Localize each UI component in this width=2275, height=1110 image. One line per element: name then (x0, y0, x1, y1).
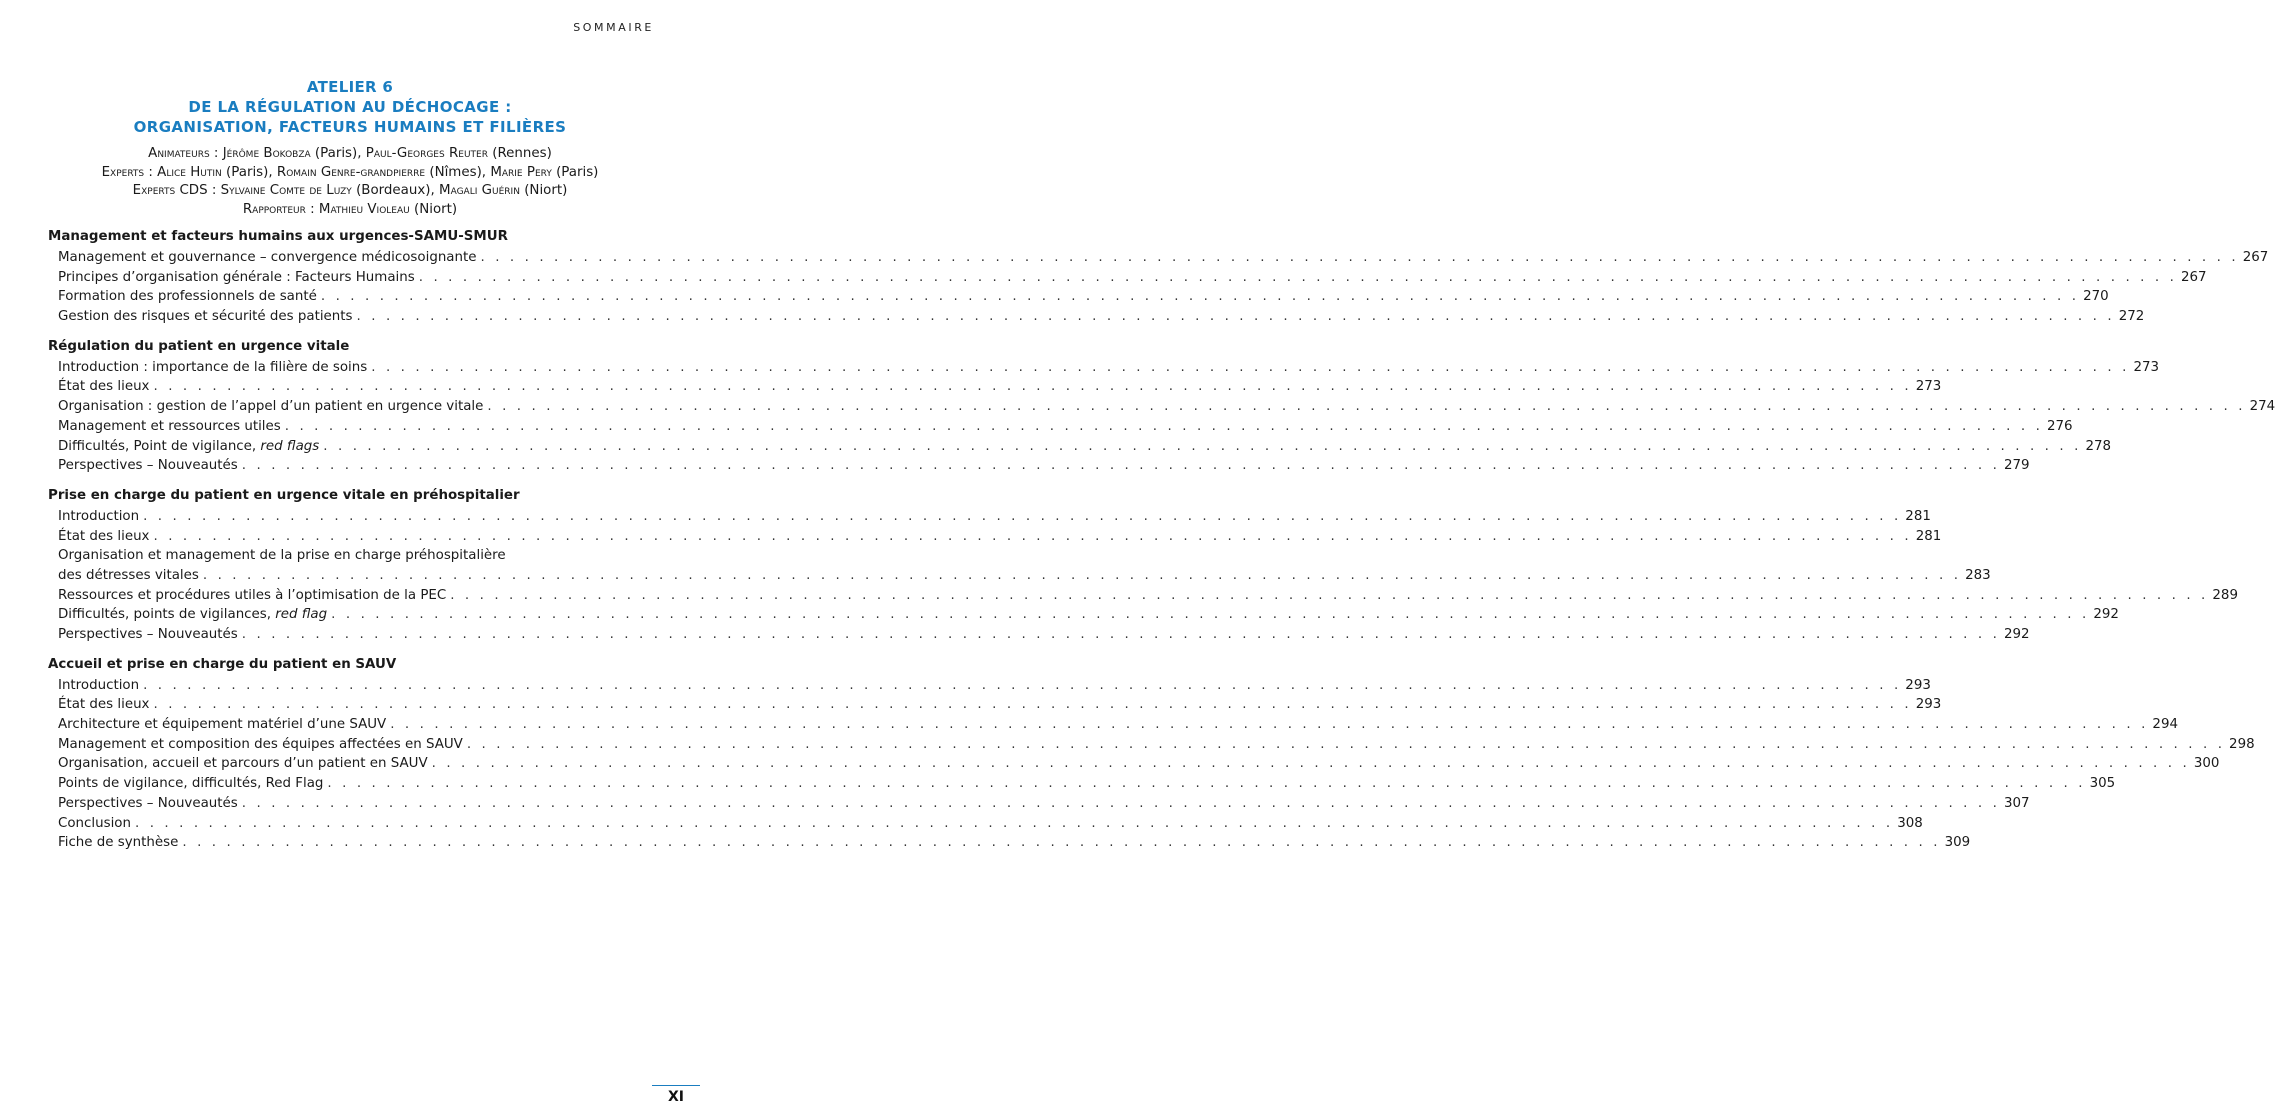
toc-entry-label: Organisation et management de la prise en charge préhospitalière (58, 548, 506, 564)
toc-entry[interactable] (48, 268, 2207, 288)
toc-entry-label (58, 507, 139, 527)
toc-entry[interactable] (48, 774, 2116, 794)
dot-leader: . . . . . . . . . . . . . . . . . . . . . . . . . . . . . . . . . . . . . . . . . . . . . . . . . . . . . . . . . . . . . . . . . . . . . . . . . . . . . . . . . . . . . . . . . . . . . . . . . . . . . . . . . . . . . . . . . . . . . . . . (323, 438, 2082, 454)
toc-page-number: 293 (1915, 697, 1942, 713)
dot-leader: . . . . . . . . . . . . . . . . . . . . . . . . . . . . . . . . . . . . . . . . . . . . . . . . . . . . . . . . . . . . . . . . . . . . . . . . . . . . . . . . . . . . . . . . . . . . . . . . . . . . . . . . . . . . . . . . . . . . . . . . (356, 309, 2115, 325)
toc-entry-label (58, 417, 281, 437)
toc-section-title: Management et facteurs humains aux urgences-SAMU-SMUR (48, 229, 508, 244)
toc-entry-label (58, 794, 238, 814)
toc-entry-label (58, 287, 317, 307)
toc-entry[interactable] (48, 586, 2238, 606)
toc-entry-text: État des lieux (58, 528, 150, 544)
credits-experts-cds: Experts CDS : Sylvaine Comte de Luzy (Bordeaux), Magali Guérin (Niort) (132, 183, 568, 198)
atelier-title-line1: DE LA RÉGULATION AU DÉCHOCAGE : (188, 98, 512, 116)
atelier-title-line2: ORGANISATION, FACTEURS HUMAINS ET FILIÈRES (133, 118, 567, 136)
toc-entry-label (58, 676, 139, 696)
person-city: (Bordeaux) (356, 183, 431, 198)
person-name: Sylvaine Comte de Luzy (220, 183, 352, 198)
dot-leader: . . . . . . . . . . . . . . . . . . . . . . . . . . . . . . . . . . . . . . . . . . . . . . . . . . . . . . . . . . . . . . . . . . . . . . . . . . . . . . . . . . . . . . . . . . . . . . . . . . . . . . . . . . . . . . . . . . . . . . . . (320, 289, 2080, 305)
toc-page-number: 279 (2003, 458, 2030, 474)
toc-entry-text: des détresses vitales (58, 567, 199, 583)
toc-entry-label (58, 715, 386, 735)
experts-label: Experts (101, 164, 145, 180)
toc-entry-text: Formation des professionnels de santé (58, 289, 317, 305)
person-name: Alice Hutin (157, 164, 222, 180)
toc-entry-text: Management et composition des équipes affectées en SAUV (58, 736, 463, 752)
toc-entry-text: Management et ressources utiles (58, 418, 281, 434)
dot-leader: . . . . . . . . . . . . . . . . . . . . . . . . . . . . . . . . . . . . . . . . . . . . . . . . . . . . . . . . . . . . . . . . . . . . . . . . . . . . . . . . . . . . . . . . . . . . . . . . . . . . . . . . . . . . . . . . . . . . . . . . (153, 379, 1912, 395)
toc-page-number: 294 (2152, 717, 2178, 733)
toc-entry-text: Difficultés, points de vigilances, (58, 607, 276, 623)
toc-page-number: 300 (2193, 756, 2220, 772)
dot-leader: . . . . . . . . . . . . . . . . . . . . . . . . . . . . . . . . . . . . . . . . . . . . . . . . . . . . . . . . . . . . . . . . . . . . . . . . . . . . . . . . . . . . . . . . . . . . . . . . . . . . . . . . . . . . . . . . . . . . . . . . (134, 815, 1894, 831)
toc-entry[interactable] (48, 695, 1942, 715)
toc-entry[interactable] (48, 605, 2119, 625)
dot-leader: . . . . . . . . . . . . . . . . . . . . . . . . . . . . . . . . . . . . . . . . . . . . . . . . . . . . . . . . . . . . . . . . . . . . . . . . . . . . . . . . . . . . . . . . . . . . . . . . . . . . . . . . . . . . . . . . . . . . . . . . (466, 736, 2226, 752)
toc-page-number: 278 (2085, 438, 2112, 454)
person-name: Magali Guérin (439, 183, 520, 198)
toc-page-number: 274 (2249, 399, 2275, 415)
toc-entry[interactable] (48, 248, 2269, 268)
toc-entry-text: Introduction (58, 677, 140, 693)
dot-leader: . . . . . . . . . . . . . . . . . . . . . . . . . . . . . . . . . . . . . . . . . . . . . . . . . . . . . . . . . . . . . . . . . . . . . . . . . . . . . . . . . . . . . . . . . . . . . . . . . . . . . . . . . . . . . . . . . . . . . . . . (480, 250, 2239, 265)
toc-entry-text: Architecture et équipement matériel d’une SAUV (58, 717, 387, 733)
dot-leader: . . . . . . . . . . . . . . . . . . . . . . . . . . . . . . . . . . . . . . . . . . . . . . . . . . . . . . . . . . . . . . . . . . . . . . . . . . . . . . . . . . . . . . . . . . . . . . . . . . . . . . . . . . . . . . . . . . . . . . . . (202, 567, 1962, 583)
toc-entry-italic: red flag (275, 607, 328, 623)
toc-entry[interactable] (48, 754, 2220, 774)
dot-leader: . . . . . . . . . . . . . . . . . . . . . . . . . . . . . . . . . . . . . . . . . . . . . . . . . . . . . . . . . . . . . . . . . . . . . . . . . . . . . . . . . . . . . . . . . . . . . . . . . . . . . . . . . . . . . . . . . . . . . . . . (143, 508, 1902, 524)
toc-entry-label (58, 814, 131, 834)
toc-entry-italic: red flags (260, 438, 320, 454)
toc-entry-text: Perspectives – Nouveautés (58, 458, 238, 474)
toc-entry-text: Introduction : importance de la filière de soins (58, 359, 368, 375)
person-city: (Nîmes) (429, 164, 482, 180)
toc-section (48, 336, 2275, 476)
toc-page-number: 308 (1897, 815, 1923, 831)
toc-page-number: 292 (2093, 607, 2119, 623)
atelier-number: ATELIER 6 (306, 78, 394, 96)
toc-page-number: 292 (2003, 627, 2030, 642)
toc-entry[interactable] (48, 307, 2145, 327)
dot-leader: . . . . . . . . . . . . . . . . . . . . . . . . . . . . . . . . . . . . . . . . . . . . . . . . . . . . . . . . . . . . . . . . . . . . . . . . . . . . . . . . . . . . . . . . . . . . . . . . . . . . . . . . . . . . . . . . . . . . . . . . (241, 458, 2000, 474)
toc-entry[interactable] (48, 287, 2109, 307)
dot-leader: . . . . . . . . . . . . . . . . . . . . . . . . . . . . . . . . . . . . . . . . . . . . . . . . . . . . . . . . . . . . . . . . . . . . . . . . . . . . . . . . . . . . . . . . . . . . . . . . . . . . . . . . . . . . . . . . . . . . . . . . (284, 418, 2043, 434)
toc-entry[interactable] (48, 833, 1971, 853)
dot-leader: . . . . . . . . . . . . . . . . . . . . . . . . . . . . . . . . . . . . . . . . . . . . . . . . . . . . . . . . . . . . . . . . . . . . . . . . . . . . . . . . . . . . . . . . . . . . . . . . . . . . . . . . . . . . . . . . . . . . . . . . (390, 717, 2149, 733)
toc-entry-text: Gestion des risques et sécurité des patients (58, 309, 353, 325)
toc-entry-text: Organisation : gestion de l’appel d’un patient en urgence vitale (58, 399, 484, 415)
person-name: Paul-Georges Reuter (365, 146, 488, 161)
toc-page-number: 272 (2118, 309, 2145, 325)
toc-section-title: Accueil et prise en charge du patient en SAUV (48, 656, 397, 672)
table-of-contents (48, 226, 2275, 862)
toc-entry-label (58, 774, 323, 794)
toc-page-number: 289 (2212, 587, 2238, 603)
toc-entry[interactable] (48, 814, 1923, 834)
dot-leader: . . . . . . . . . . . . . . . . . . . . . . . . . . . . . . . . . . . . . . . . . . . . . . . . . . . . . . . . . . . . . . . . . . . . . . . . . . . . . . . . . . . . . . . . . . . . . . . . . . . . . . . . . . . . . . . . . . . . . . . . (371, 359, 2130, 375)
experts-cds-label: Experts CDS (132, 183, 208, 198)
toc-entry-label (58, 833, 178, 853)
toc-section (48, 654, 2255, 853)
person-city: (Paris) (226, 164, 269, 180)
toc-entry[interactable] (48, 377, 1942, 397)
toc-entry[interactable] (48, 358, 2159, 378)
dot-leader: . . . . . . . . . . . . . . . . . . . . . . . . . . . . . . . . . . . . . . . . . . . . . . . . . . . . . . . . . . . . . . . . . . . . . . . . . . . . . . . . . . . . . . . . . . . . . . . . . . . . . . . . . . . . . . . . . . . . . . . . (418, 269, 2177, 285)
toc-entry-text: Perspectives – Nouveautés (58, 795, 238, 811)
dot-leader: . . . . . . . . . . . . . . . . . . . . . . . . . . . . . . . . . . . . . . . . . . . . . . . . . . . . . . . . . . . . . . . . . . . . . . . . . . . . . . . . . . . . . . . . . . . . . . . . . . . . . . . . . . . . . . . . . . . . . . . . (450, 587, 2209, 603)
toc-entry-label (58, 307, 353, 327)
toc-entry[interactable] (48, 676, 1931, 696)
toc-section-title: Régulation du patient en urgence vitale (48, 338, 350, 354)
toc-entry-text: État des lieux (58, 379, 150, 395)
person-city: (Paris) (556, 164, 599, 180)
toc-page-number: 273 (2133, 359, 2159, 375)
credits-block (0, 145, 700, 219)
dot-leader: . . . . . . . . . . . . . . . . . . . . . . . . . . . . . . . . . . . . . . . . . . . . . . . . . . . . . . . . . . . . . . . . . . . . . . . . . . . . . . . . . . . . . . . . . . . . . . . . . . . . . . . . . . . . . . . . . . . . . . . . (327, 776, 2086, 792)
atelier-heading (0, 77, 700, 137)
running-header: SOMMAIRE (573, 21, 654, 34)
toc-entry[interactable] (48, 625, 2030, 645)
toc-entry-text: Management et gouvernance – convergence médicosoignante (58, 250, 477, 265)
page-folio: XI (667, 1089, 684, 1105)
toc-page-number: 309 (1944, 835, 1971, 851)
toc-entry-text: Fiche de synthèse (58, 835, 179, 851)
dot-leader: . . . . . . . . . . . . . . . . . . . . . . . . . . . . . . . . . . . . . . . . . . . . . . . . . . . . . . . . . . . . . . . . . . . . . . . . . . . . . . . . . . . . . . . . . . . . . . . . . . . . . . . . . . . . . . . . . . . . . . . . (182, 835, 1941, 851)
toc-entry-text: Principes d’organisation générale : Facteurs Humains (58, 269, 415, 285)
toc-entry-text: Perspectives – Nouveautés (58, 627, 238, 642)
toc-entry-label (58, 735, 463, 755)
dot-leader: . . . . . . . . . . . . . . . . . . . . . . . . . . . . . . . . . . . . . . . . . . . . . . . . . . . . . . . . . . . . . . . . . . . . . . . . . . . . . . . . . . . . . . . . . . . . . . . . . . . . . . . . . . . . . . . . . . . . . . . . (241, 795, 2000, 811)
toc-entry-text: État des lieux (58, 697, 150, 713)
toc-entry[interactable] (48, 417, 2073, 437)
toc-page-number: 305 (2089, 776, 2116, 792)
toc-entry-text: Difficultés, Point de vigilance, (58, 438, 261, 454)
person-name: Jérôme Bokobza (222, 146, 311, 161)
toc-page-number: 267 (2242, 250, 2269, 265)
toc-entry-label (58, 605, 327, 625)
toc-entry-label (58, 695, 150, 715)
toc-entry-label (58, 527, 150, 547)
person-name: Romain Genre-grandpierre (276, 164, 426, 180)
toc-section (48, 226, 2269, 327)
credits-experts: Experts : Alice Hutin (Paris), Romain Genre-grandpierre (Nîmes), Marie Pery (Paris) (101, 164, 599, 180)
toc-page-number: 276 (2046, 418, 2073, 434)
toc-entry-label (58, 358, 367, 378)
toc-page-number: 298 (2229, 736, 2255, 752)
toc-entry-label (58, 625, 238, 645)
toc-entry-line (48, 546, 651, 566)
toc-entry-label (58, 397, 483, 417)
animateurs-label: Animateurs (148, 146, 210, 161)
toc-entry-text: Conclusion (58, 815, 131, 831)
toc-entry-label (58, 754, 428, 774)
toc-entry-label (58, 586, 446, 606)
toc-page-number: 293 (1905, 677, 1931, 693)
toc-entry[interactable] (48, 527, 1942, 547)
toc-entry[interactable] (48, 397, 2275, 417)
credits-animateurs: Animateurs : Jérôme Bokobza (Paris), Paul-Georges Reuter (Rennes) (148, 146, 552, 161)
toc-page-number: 281 (1905, 508, 1931, 524)
toc-entry-text: Points de vigilance, difficultés, Red Flag (58, 776, 324, 792)
dot-leader: . . . . . . . . . . . . . . . . . . . . . . . . . . . . . . . . . . . . . . . . . . . . . . . . . . . . . . . . . . . . . . . . . . . . . . . . . . . . . . . . . . . . . . . . . . . . . . . . . . . . . . . . . . . . . . . . . . . . . . . . (241, 627, 2000, 642)
toc-page-number: 267 (2180, 269, 2207, 285)
rapporteur-label: Rapporteur (242, 201, 306, 217)
dot-leader: . . . . . . . . . . . . . . . . . . . . . . . . . . . . . . . . . . . . . . . . . . . . . . . . . . . . . . . . . . . . . . . . . . . . . . . . . . . . . . . . . . . . . . . . . . . . . . . . . . . . . . . . . . . . . . . . . . . . . . . . (153, 528, 1912, 544)
toc-entry[interactable] (48, 437, 2112, 457)
person-city: (Rennes) (492, 146, 552, 161)
toc-entry[interactable] (48, 507, 1931, 527)
toc-entry[interactable] (48, 794, 2030, 814)
toc-page-number: 283 (1965, 567, 1991, 583)
toc-page-number: 273 (1915, 379, 1942, 395)
person-name: Marie Pery (490, 164, 552, 180)
toc-page-number: 307 (2003, 795, 2030, 811)
toc-entry[interactable] (48, 735, 2255, 755)
toc-entry-label (58, 437, 319, 457)
toc-page-number: 281 (1915, 528, 1942, 544)
toc-page-number: 270 (2083, 289, 2109, 305)
dot-leader: . . . . . . . . . . . . . . . . . . . . . . . . . . . . . . . . . . . . . . . . . . . . . . . . . . . . . . . . . . . . . . . . . . . . . . . . . . . . . . . . . . . . . . . . . . . . . . . . . . . . . . . . . . . . . . . . . . . . . . . . (153, 697, 1912, 713)
toc-entry-text: Introduction (58, 508, 140, 524)
toc-entry-text: Organisation, accueil et parcours d’un patient en SAUV (58, 756, 428, 772)
folio-rule (652, 1085, 700, 1086)
toc-entry-label (58, 268, 415, 288)
toc-entry[interactable] (48, 566, 1991, 586)
toc-entry[interactable] (48, 456, 2030, 476)
person-city: (Niort) (524, 183, 568, 198)
toc-entry-label (58, 377, 150, 397)
dot-leader: . . . . . . . . . . . . . . . . . . . . . . . . . . . . . . . . . . . . . . . . . . . . . . . . . . . . . . . . . . . . . . . . . . . . . . . . . . . . . . . . . . . . . . . . . . . . . . . . . . . . . . . . . . . . . . . . . . . . . . . . (143, 677, 1902, 693)
toc-entry-label (58, 248, 476, 268)
dot-leader: . . . . . . . . . . . . . . . . . . . . . . . . . . . . . . . . . . . . . . . . . . . . . . . . . . . . . . . . . . . . . . . . . . . . . . . . . . . . . . . . . . . . . . . . . . . . . . . . . . . . . . . . . . . . . . . . . . . . . . . . (431, 756, 2190, 772)
toc-entry-label (58, 566, 199, 586)
toc-entry-label (58, 456, 238, 476)
dot-leader: . . . . . . . . . . . . . . . . . . . . . . . . . . . . . . . . . . . . . . . . . . . . . . . . . . . . . . . . . . . . . . . . . . . . . . . . . . . . . . . . . . . . . . . . . . . . . . . . . . . . . . . . . . . . . . . . . . . . . . . . (331, 607, 2090, 623)
person-city: (Niort) (414, 201, 458, 217)
person-name: Mathieu Violeau (318, 201, 410, 217)
toc-entry-text: Ressources et procédures utiles à l’optimisation de la PEC (58, 587, 447, 603)
toc-section (48, 485, 2238, 645)
toc-section-title: Prise en charge du patient en urgence vitale en préhospitalier (48, 487, 520, 503)
dot-leader: . . . . . . . . . . . . . . . . . . . . . . . . . . . . . . . . . . . . . . . . . . . . . . . . . . . . . . . . . . . . . . . . . . . . . . . . . . . . . . . . . . . . . . . . . . . . . . . . . . . . . . . . . . . . . . . . . . . . . . . . (487, 399, 2246, 415)
credits-rapporteur: Rapporteur : Mathieu Violeau (Niort) (242, 201, 458, 217)
toc-entry[interactable] (48, 715, 2178, 735)
person-city: (Paris) (314, 146, 358, 161)
